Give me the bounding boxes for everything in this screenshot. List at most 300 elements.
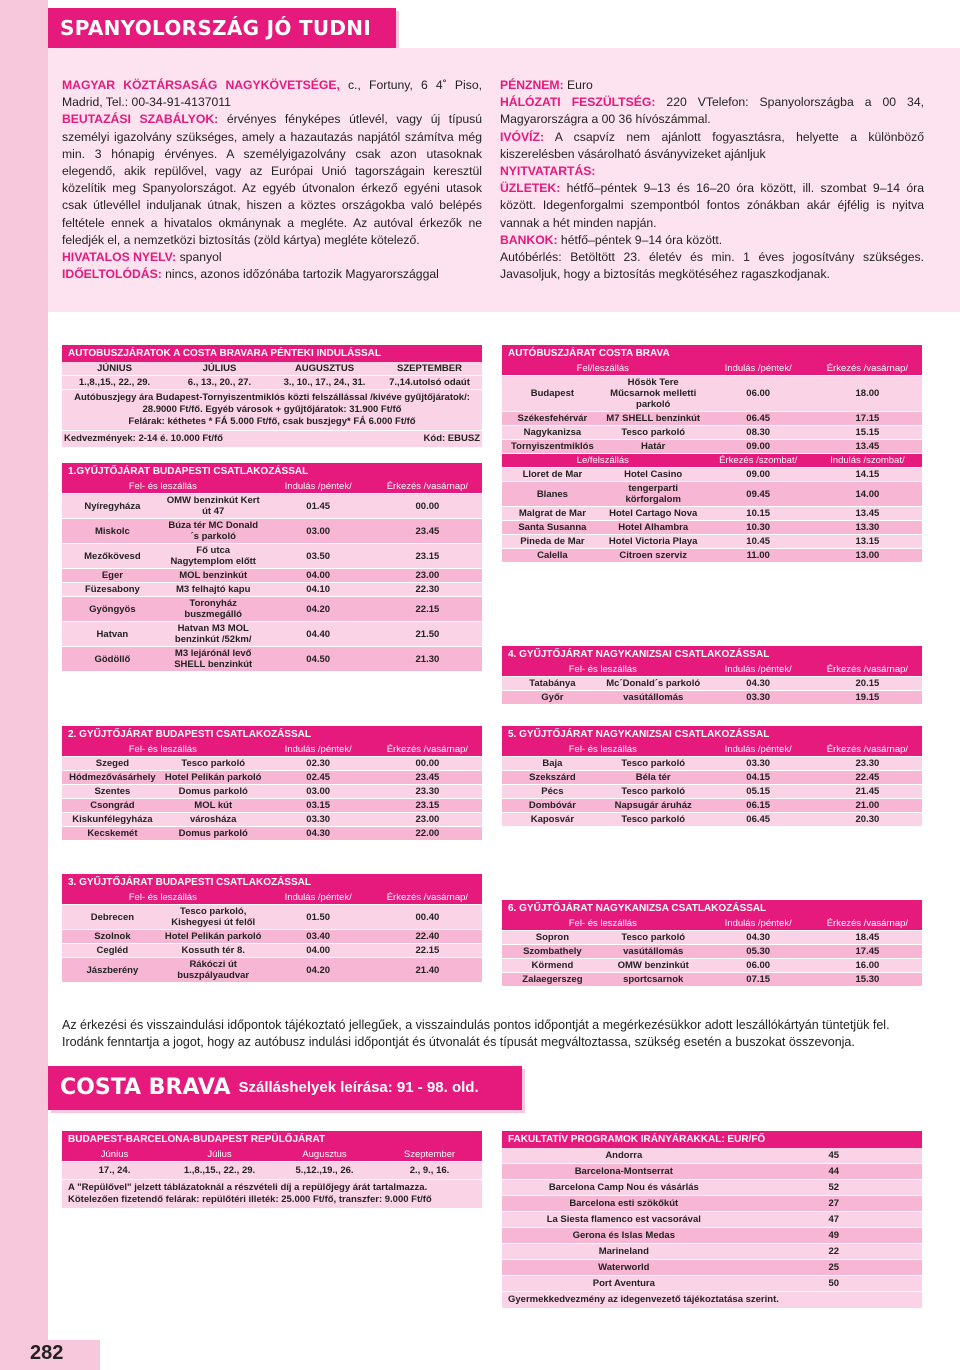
route-title: 4. GYŰJTŐJÁRAT NAGYKANIZSAI CSATLAKOZÁSSAL bbox=[502, 646, 922, 663]
table-cell: tengerparti körforgalom bbox=[603, 482, 704, 507]
table-cell: Tesco parkoló bbox=[163, 757, 264, 771]
info-label: MAGYAR KÖZTÁRSASÁG NAGYKÖVETSÉGE, bbox=[62, 78, 340, 92]
route-header: Indulás /péntek/ bbox=[264, 743, 373, 757]
table-cell: M3 lejárónál levő SHELL benzinkút bbox=[163, 647, 264, 672]
route-header: Érkezés /vasárnap/ bbox=[373, 743, 482, 757]
table-cell: M7 SHELL benzinkút bbox=[603, 412, 704, 426]
table-cell: 13.45 bbox=[813, 507, 922, 521]
info-label: IVÓVÍZ: bbox=[500, 129, 545, 144]
table-cell: Pineda de Mar bbox=[502, 535, 603, 549]
table-cell: Székesfehérvár bbox=[502, 412, 603, 426]
route-header: Fel- és leszállás bbox=[502, 663, 704, 677]
page-number-box bbox=[0, 1340, 100, 1370]
table-row bbox=[502, 412, 922, 426]
table-cell: 18.00 bbox=[813, 376, 922, 412]
info-paragraph bbox=[62, 249, 482, 266]
table-cell: MOL kút bbox=[163, 799, 264, 813]
table-cell: Tesco parkoló, Kishegyesi út felől bbox=[163, 905, 264, 930]
table-cell: 17.45 bbox=[813, 945, 922, 959]
table-cell: 04.00 bbox=[264, 569, 373, 583]
month: JÚLIUS bbox=[167, 362, 272, 376]
route-header: Indulás /péntek/ bbox=[264, 891, 373, 905]
route-header: Fel- és leszállás bbox=[62, 743, 264, 757]
table-cell: 04.15 bbox=[704, 771, 813, 785]
dates: 7.,14.utolsó odaút bbox=[377, 376, 482, 390]
table-cell: Sopron bbox=[502, 931, 603, 945]
cb-header: Érkezés /szombat/ bbox=[704, 454, 813, 468]
cb-header: Érkezés /vasárnap/ bbox=[813, 362, 922, 376]
program-price: 25 bbox=[746, 1260, 922, 1276]
table-cell: 05.30 bbox=[704, 945, 813, 959]
table-row bbox=[62, 930, 482, 944]
route-6-block bbox=[502, 900, 922, 987]
table-row bbox=[62, 494, 482, 519]
costa-brava-bus-block bbox=[502, 345, 922, 563]
table-row bbox=[62, 958, 482, 983]
costa-brava-subtitle: Szálláshelyek leírása: 91 - 98. old. bbox=[238, 1079, 479, 1096]
cb-table bbox=[502, 362, 922, 563]
table-cell: Mezőkövesd bbox=[62, 544, 163, 569]
table-cell: 03.00 bbox=[264, 785, 373, 799]
table-cell: 06.45 bbox=[704, 412, 813, 426]
table-row bbox=[502, 1164, 922, 1180]
table-cell: 03.50 bbox=[264, 544, 373, 569]
table-cell: 18.45 bbox=[813, 931, 922, 945]
table-cell: Hotel Cartago Nova bbox=[603, 507, 704, 521]
table-cell: OMW benzinkút bbox=[603, 959, 704, 973]
info-text: hétfő–péntek 9–14 óra között. bbox=[557, 232, 723, 247]
table-row bbox=[62, 813, 482, 827]
route-2-block bbox=[62, 726, 482, 841]
table-cell: Tatabánya bbox=[502, 677, 603, 691]
table-cell: Eger bbox=[62, 569, 163, 583]
table-cell: 01.45 bbox=[264, 494, 373, 519]
program-name: Andorra bbox=[502, 1148, 746, 1164]
table-row bbox=[502, 507, 922, 521]
table-cell: Rákóczi út buszpályaudvar bbox=[163, 958, 264, 983]
info-label: PÉNZNEM: bbox=[500, 78, 564, 92]
table-cell: 13.15 bbox=[813, 535, 922, 549]
route-table bbox=[62, 480, 482, 672]
table-row bbox=[62, 622, 482, 647]
info-label: IDŐELTOLÓDÁS: bbox=[62, 267, 162, 282]
flight-block bbox=[62, 1131, 482, 1208]
table-cell: Gyöngyös bbox=[62, 597, 163, 622]
route-header-row bbox=[502, 917, 922, 931]
table-row bbox=[502, 468, 922, 482]
table-row bbox=[502, 1212, 922, 1228]
table-cell: Dombóvár bbox=[502, 799, 603, 813]
table-row bbox=[502, 1276, 922, 1292]
info-text: érvényes fényképes útlevél, vagy új típusú személyi igazolvány szükséges, amely a hazautazás napjától számítva még min. 3 hónapig érvényes. A személyigazolvány csak azon utasoknak elegendő, akik repülővel, vagy az Európai Unió tagországain keresztül közelítik meg Spanyolországot. Az egyéb útvonalon érkező egyéni utasok csak útlevéllel induljanak útnak, hiszen a köztes országokba való belépés feltétele ennek a hivatalos okmánynak a megléte. Az autóval érkezők ne feledjék el, a nemzetközi biztosítás (zöld kártya) megléte kötelező. bbox=[62, 112, 482, 247]
cb-header-row bbox=[502, 454, 922, 468]
table-row bbox=[502, 549, 922, 563]
info-text: nincs, azonos időzónába tartozik Magyarországgal bbox=[161, 267, 439, 282]
table-row bbox=[502, 799, 922, 813]
table-cell: Szekszárd bbox=[502, 771, 603, 785]
route-title: 6. GYŰJTŐJÁRAT NAGYKANIZSA CSATLAKOZÁSSAL bbox=[502, 900, 922, 917]
table-cell: 07.15 bbox=[704, 973, 813, 987]
table-row bbox=[62, 799, 482, 813]
info-left-column bbox=[62, 77, 482, 283]
info-text: c., Fortuny, 6 4˚ Piso, Madrid, Tel.: 00-34-91-4137011 bbox=[62, 78, 482, 110]
table-cell: Toronyház buszmegálló bbox=[163, 597, 264, 622]
table-cell: Kiskunfélegyháza bbox=[62, 813, 163, 827]
cb-header: Indulás /péntek/ bbox=[704, 362, 813, 376]
table-row bbox=[62, 544, 482, 569]
route-4-block bbox=[502, 646, 922, 705]
table-cell: városháza bbox=[163, 813, 264, 827]
bus-code: Kód: EBUSZ bbox=[423, 433, 480, 444]
cb-header: Indulás /szombat/ bbox=[813, 454, 922, 468]
table-cell: 04.50 bbox=[264, 647, 373, 672]
table-cell: 21.00 bbox=[813, 799, 922, 813]
bus-schedule-block bbox=[62, 345, 482, 447]
table-cell: 21.45 bbox=[813, 785, 922, 799]
route-table bbox=[62, 891, 482, 983]
program-name: Barcelona Camp Nou és vásárlás bbox=[502, 1180, 746, 1196]
table-row bbox=[502, 959, 922, 973]
table-row bbox=[502, 1244, 922, 1260]
info-text: A csapvíz nem ajánlott fogyasztásra, helyette a különböző kiszerelésben vásárolható ásványvizeket ajánljuk bbox=[500, 129, 924, 161]
table-cell: 13.30 bbox=[813, 521, 922, 535]
table-cell: Mc´Donald´s parkoló bbox=[603, 677, 704, 691]
table-cell: Budapest bbox=[502, 376, 603, 412]
table-row bbox=[62, 647, 482, 672]
info-text: spanyol bbox=[176, 250, 222, 265]
month: SZEPTEMBER bbox=[377, 362, 482, 376]
table-cell: 15.30 bbox=[813, 973, 922, 987]
table-cell: Hatvan M3 MOL benzinkút /52km/ bbox=[163, 622, 264, 647]
table-cell: 09.00 bbox=[704, 440, 813, 454]
table-cell: 20.30 bbox=[813, 813, 922, 827]
program-price: 49 bbox=[746, 1228, 922, 1244]
table-cell: 04.30 bbox=[264, 827, 373, 841]
table-row bbox=[62, 583, 482, 597]
table-row bbox=[62, 569, 482, 583]
table-cell: Béla tér bbox=[603, 771, 704, 785]
table-cell: 22.30 bbox=[373, 583, 482, 597]
table-cell: 16.00 bbox=[813, 959, 922, 973]
table-cell: 22.40 bbox=[373, 930, 482, 944]
table-cell: 21.40 bbox=[373, 958, 482, 983]
route-header-row bbox=[502, 663, 922, 677]
table-cell: Tesco parkoló bbox=[603, 426, 704, 440]
table-cell: Nagykanizsa bbox=[502, 426, 603, 440]
info-label: ÜZLETEK: bbox=[500, 181, 561, 196]
table-cell: 22.00 bbox=[373, 827, 482, 841]
table-row bbox=[502, 376, 922, 412]
bus-schedule-title: AUTOBUSZJÁRATOK A COSTA BRAVARA PÉNTEKI INDULÁSSAL bbox=[62, 345, 482, 362]
table-cell: 10.15 bbox=[704, 507, 813, 521]
table-cell: 23.30 bbox=[813, 757, 922, 771]
table-cell: OMW benzinkút Kert út 47 bbox=[163, 494, 264, 519]
table-cell: 23.45 bbox=[373, 771, 482, 785]
route-1-block bbox=[62, 463, 482, 672]
route-header: Fel- és leszállás bbox=[62, 480, 264, 494]
info-label: NYITVATARTÁS: bbox=[500, 164, 596, 179]
month: AUGUSZTUS bbox=[272, 362, 377, 376]
table-cell: vasútállomás bbox=[603, 691, 704, 705]
table-cell: 23.15 bbox=[373, 799, 482, 813]
info-right-column bbox=[500, 77, 924, 283]
table-row bbox=[502, 677, 922, 691]
route-table bbox=[62, 743, 482, 841]
table-row bbox=[502, 945, 922, 959]
program-name: Barcelona-Montserrat bbox=[502, 1164, 746, 1180]
programs-table bbox=[502, 1148, 922, 1292]
table-cell: Debrecen bbox=[62, 905, 163, 930]
route-header-row bbox=[62, 480, 482, 494]
table-cell: vasútállomás bbox=[603, 945, 704, 959]
table-cell: Hotel Pelikán parkoló bbox=[163, 771, 264, 785]
table-cell: 05.15 bbox=[704, 785, 813, 799]
info-paragraph bbox=[62, 77, 482, 111]
program-price: 45 bbox=[746, 1148, 922, 1164]
table-cell: Tesco parkoló bbox=[603, 931, 704, 945]
table-cell: 14.15 bbox=[813, 468, 922, 482]
cb-title: AUTÓBUSZJÁRAT COSTA BRAVA bbox=[502, 345, 922, 362]
table-cell: 00.00 bbox=[373, 757, 482, 771]
route-header: Érkezés /vasárnap/ bbox=[813, 743, 922, 757]
table-cell: 21.30 bbox=[373, 647, 482, 672]
table-row bbox=[502, 813, 922, 827]
table-cell: 23.00 bbox=[373, 569, 482, 583]
table-row bbox=[502, 426, 922, 440]
table-cell: M3 felhajtó kapu bbox=[163, 583, 264, 597]
costa-brava-title: COSTA BRAVA bbox=[60, 1075, 231, 1100]
table-row bbox=[502, 771, 922, 785]
flight-table: Június Július Augusztus Szeptember 17., 24. 1.,8.,15., 22., 29. 5.,12.,19., 26. 2., 9., 16. bbox=[62, 1148, 482, 1180]
route-table bbox=[502, 663, 922, 705]
program-price: 27 bbox=[746, 1196, 922, 1212]
info-paragraph bbox=[62, 111, 482, 249]
table-row bbox=[502, 521, 922, 535]
table-cell: 03.30 bbox=[264, 813, 373, 827]
cb-header: Le/felszállás bbox=[502, 454, 704, 468]
table-cell: Santa Susanna bbox=[502, 521, 603, 535]
table-cell: 15.15 bbox=[813, 426, 922, 440]
program-price: 47 bbox=[746, 1212, 922, 1228]
table-cell: Jászberény bbox=[62, 958, 163, 983]
table-cell: 21.50 bbox=[373, 622, 482, 647]
program-name: Marineland bbox=[502, 1244, 746, 1260]
table-row bbox=[62, 827, 482, 841]
route-3-block bbox=[62, 874, 482, 983]
table-cell: 23.30 bbox=[373, 785, 482, 799]
table-cell: 02.45 bbox=[264, 771, 373, 785]
table-cell: 03.00 bbox=[264, 519, 373, 544]
table-row bbox=[502, 757, 922, 771]
table-row bbox=[502, 535, 922, 549]
info-text: Autóbérlés: Betöltött 23. életév és min. 1 éves jogosítvány szükséges. Javasoljuk, hogy a biztosítás megkötéséhez ragaszkodjanak. bbox=[500, 250, 924, 282]
discount-text: Kedvezmények: 2-14 é. 10.000 Ft/fő bbox=[64, 433, 223, 444]
table-cell: 04.30 bbox=[704, 677, 813, 691]
table-cell: Tornyiszentmiklós bbox=[502, 440, 603, 454]
bus-discount-row bbox=[62, 431, 482, 447]
programs-note: Gyermekkedvezmény az idegenvezető tájékoztatása szerint. bbox=[502, 1292, 922, 1308]
program-name: La Siesta flamenco est vacsorával bbox=[502, 1212, 746, 1228]
table-cell: Hatvan bbox=[62, 622, 163, 647]
table-cell: Lloret de Mar bbox=[502, 468, 603, 482]
info-label: BEUTAZÁSI SZABÁLYOK: bbox=[62, 112, 219, 127]
table-cell: Zalaegerszeg bbox=[502, 973, 603, 987]
table-cell: Pécs bbox=[502, 785, 603, 799]
table-cell: Kossuth tér 8. bbox=[163, 944, 264, 958]
table-cell: Szentes bbox=[62, 785, 163, 799]
table-row bbox=[502, 785, 922, 799]
table-cell: Hotel Casino bbox=[603, 468, 704, 482]
cb-header-row bbox=[502, 362, 922, 376]
table-row bbox=[62, 519, 482, 544]
program-price: 22 bbox=[746, 1244, 922, 1260]
table-cell: 23.15 bbox=[373, 544, 482, 569]
table-cell: 14.00 bbox=[813, 482, 922, 507]
program-price: 44 bbox=[746, 1164, 922, 1180]
table-row bbox=[502, 1148, 922, 1164]
table-cell: Csongrád bbox=[62, 799, 163, 813]
route-header: Indulás /péntek/ bbox=[264, 480, 373, 494]
table-cell: 06.15 bbox=[704, 799, 813, 813]
route-header: Érkezés /vasárnap/ bbox=[373, 891, 482, 905]
table-cell: 04.20 bbox=[264, 958, 373, 983]
table-cell: Calella bbox=[502, 549, 603, 563]
table-cell: Fő utca Nagytemplom előtt bbox=[163, 544, 264, 569]
info-text: 220 VTelefon: Spanyolországba a 00 34, Magyarországra a 00 36 hívószámmal. bbox=[500, 95, 924, 127]
table-cell: 03.30 bbox=[704, 691, 813, 705]
table-row bbox=[502, 973, 922, 987]
route-header: Érkezés /vasárnap/ bbox=[373, 480, 482, 494]
info-label: HÁLÓZATI FESZÜLTSÉG: bbox=[500, 95, 656, 110]
table-cell: 09.45 bbox=[704, 482, 813, 507]
bus-dates-table bbox=[62, 362, 482, 390]
table-cell: 03.15 bbox=[264, 799, 373, 813]
info-paragraph bbox=[62, 266, 482, 283]
table-cell: Hősök Tere Műcsarnok melletti parkoló bbox=[603, 376, 704, 412]
route-title: 1.GYŰJTŐJÁRAT BUDAPESTI CSATLAKOZÁSSAL bbox=[62, 463, 482, 480]
route-header-row bbox=[502, 743, 922, 757]
route-header: Indulás /péntek/ bbox=[704, 663, 813, 677]
route-header-row bbox=[62, 891, 482, 905]
table-cell: 22.15 bbox=[373, 944, 482, 958]
table-cell: 17.15 bbox=[813, 412, 922, 426]
table-cell: Kaposvár bbox=[502, 813, 603, 827]
info-paragraph bbox=[500, 129, 924, 163]
footnote: Az érkezési és visszaindulási időpontok tájékoztató jellegűek, a visszaindulás pontos időpontját a megérkezésükkor adott leszállókártyán tüntetjük fel. Irodánk fenntartja a jogot, hogy az autóbusz indulási időpontját és útvonalát és típusát megváltoztassa, szükség esetén a buszokat összevonja. bbox=[62, 1018, 890, 1049]
table-row bbox=[502, 440, 922, 454]
table-cell: 00.40 bbox=[373, 905, 482, 930]
table-cell: 04.30 bbox=[704, 931, 813, 945]
table-cell: Malgrat de Mar bbox=[502, 507, 603, 521]
bus-price-note: Autóbuszjegy ára Budapest-Tornyiszentmiklós közti felszállással /kivéve gyűjtőjáratok/: 28.9000 Ft/fő. Egyéb városok + gyűjtőjáratok: 31.900 Ft/fő Felárak: kéthetes * FÁ 5.000 Ft/fő, csak buszjegy* FÁ 6.000 Ft/fő bbox=[62, 390, 482, 430]
table-cell: Nyíregyháza bbox=[62, 494, 163, 519]
table-cell: 06.00 bbox=[704, 376, 813, 412]
dates: 3., 10., 17., 24., 31. bbox=[272, 376, 377, 390]
table-cell: 03.40 bbox=[264, 930, 373, 944]
info-paragraph bbox=[500, 94, 924, 128]
dates: 1.,8.,15., 22., 29. bbox=[62, 376, 167, 390]
table-cell: Cegléd bbox=[62, 944, 163, 958]
cb-header: Fel/leszállás bbox=[502, 362, 704, 376]
table-cell: 03.30 bbox=[704, 757, 813, 771]
program-price: 50 bbox=[746, 1276, 922, 1292]
info-label: BANKOK: bbox=[500, 232, 558, 247]
table-cell: Tesco parkoló bbox=[603, 757, 704, 771]
info-text: hétfő–péntek 9–13 és 16–20 óra között, ill. szombat 9–14 óra között. Idegenforgalmi szempontból fontos zónákban akár éjfélig is nyitva vannak a hét minden napján. bbox=[500, 181, 924, 230]
route-table bbox=[502, 917, 922, 987]
table-cell: 19.15 bbox=[813, 691, 922, 705]
program-name: Waterworld bbox=[502, 1260, 746, 1276]
table-cell: Búza tér MC Donald´s parkoló bbox=[163, 519, 264, 544]
page-title: SPANYOLORSZÁG JÓ TUDNI bbox=[60, 16, 372, 40]
table-cell: 23.00 bbox=[373, 813, 482, 827]
program-name: Barcelona esti szökőkút bbox=[502, 1196, 746, 1212]
table-cell: Hódmezővásárhely bbox=[62, 771, 163, 785]
dates: 6., 13., 20., 27. bbox=[167, 376, 272, 390]
table-cell: 22.15 bbox=[373, 597, 482, 622]
programs-block bbox=[502, 1131, 922, 1308]
table-cell: 13.45 bbox=[813, 440, 922, 454]
route-header-row bbox=[62, 743, 482, 757]
table-cell: sportcsarnok bbox=[603, 973, 704, 987]
table-cell: 04.10 bbox=[264, 583, 373, 597]
table-cell: 02.30 bbox=[264, 757, 373, 771]
info-paragraph bbox=[500, 77, 924, 94]
route-header: Fel- és leszállás bbox=[502, 917, 704, 931]
table-row bbox=[502, 691, 922, 705]
page-header bbox=[48, 8, 396, 48]
table-row bbox=[62, 771, 482, 785]
table-cell: Domus parkoló bbox=[163, 827, 264, 841]
table-cell: Baja bbox=[502, 757, 603, 771]
route-5-block bbox=[502, 726, 922, 827]
table-cell: 04.40 bbox=[264, 622, 373, 647]
table-cell: Domus parkoló bbox=[163, 785, 264, 799]
table-cell: Hotel Pelikán parkoló bbox=[163, 930, 264, 944]
info-paragraph bbox=[500, 163, 924, 180]
table-cell: Határ bbox=[603, 440, 704, 454]
info-paragraph bbox=[500, 180, 924, 232]
route-header: Indulás /péntek/ bbox=[704, 917, 813, 931]
table-row bbox=[502, 1180, 922, 1196]
table-cell: 13.00 bbox=[813, 549, 922, 563]
route-header: Érkezés /vasárnap/ bbox=[813, 663, 922, 677]
table-cell: Győr bbox=[502, 691, 603, 705]
table-cell: Blanes bbox=[502, 482, 603, 507]
table-cell: Hotel Victoria Playa bbox=[603, 535, 704, 549]
table-cell: Tesco parkoló bbox=[603, 785, 704, 799]
table-row bbox=[62, 785, 482, 799]
route-header: Fel- és leszállás bbox=[62, 891, 264, 905]
table-cell: 04.20 bbox=[264, 597, 373, 622]
costa-brava-banner bbox=[48, 1066, 522, 1110]
flight-note: A "Repülővel" jelzett táblázatoknál a részvételi díj a repülőjegy árát tartalmazza. Kötelezően fizetendő felárak: repülőtéri illeték: 25.000 Ft/fő, transzfer: 9.000 Ft/fő bbox=[62, 1180, 482, 1208]
table-cell: 00.00 bbox=[373, 494, 482, 519]
table-cell: 11.00 bbox=[704, 549, 813, 563]
page-number: 282 bbox=[30, 1342, 64, 1364]
program-price: 52 bbox=[746, 1180, 922, 1196]
route-header: Fel- és leszállás bbox=[502, 743, 704, 757]
route-header: Indulás /péntek/ bbox=[704, 743, 813, 757]
table-cell: Miskolc bbox=[62, 519, 163, 544]
table-row bbox=[502, 1260, 922, 1276]
programs-title: FAKULTATÍV PROGRAMOK IRÁNYÁRAKKAL: EUR/FŐ bbox=[502, 1131, 922, 1148]
table-cell: Körmend bbox=[502, 959, 603, 973]
month: JÚNIUS bbox=[62, 362, 167, 376]
route-header: Érkezés /vasárnap/ bbox=[813, 917, 922, 931]
table-cell: Napsugár áruház bbox=[603, 799, 704, 813]
info-label: HIVATALOS NYELV: bbox=[62, 250, 177, 265]
